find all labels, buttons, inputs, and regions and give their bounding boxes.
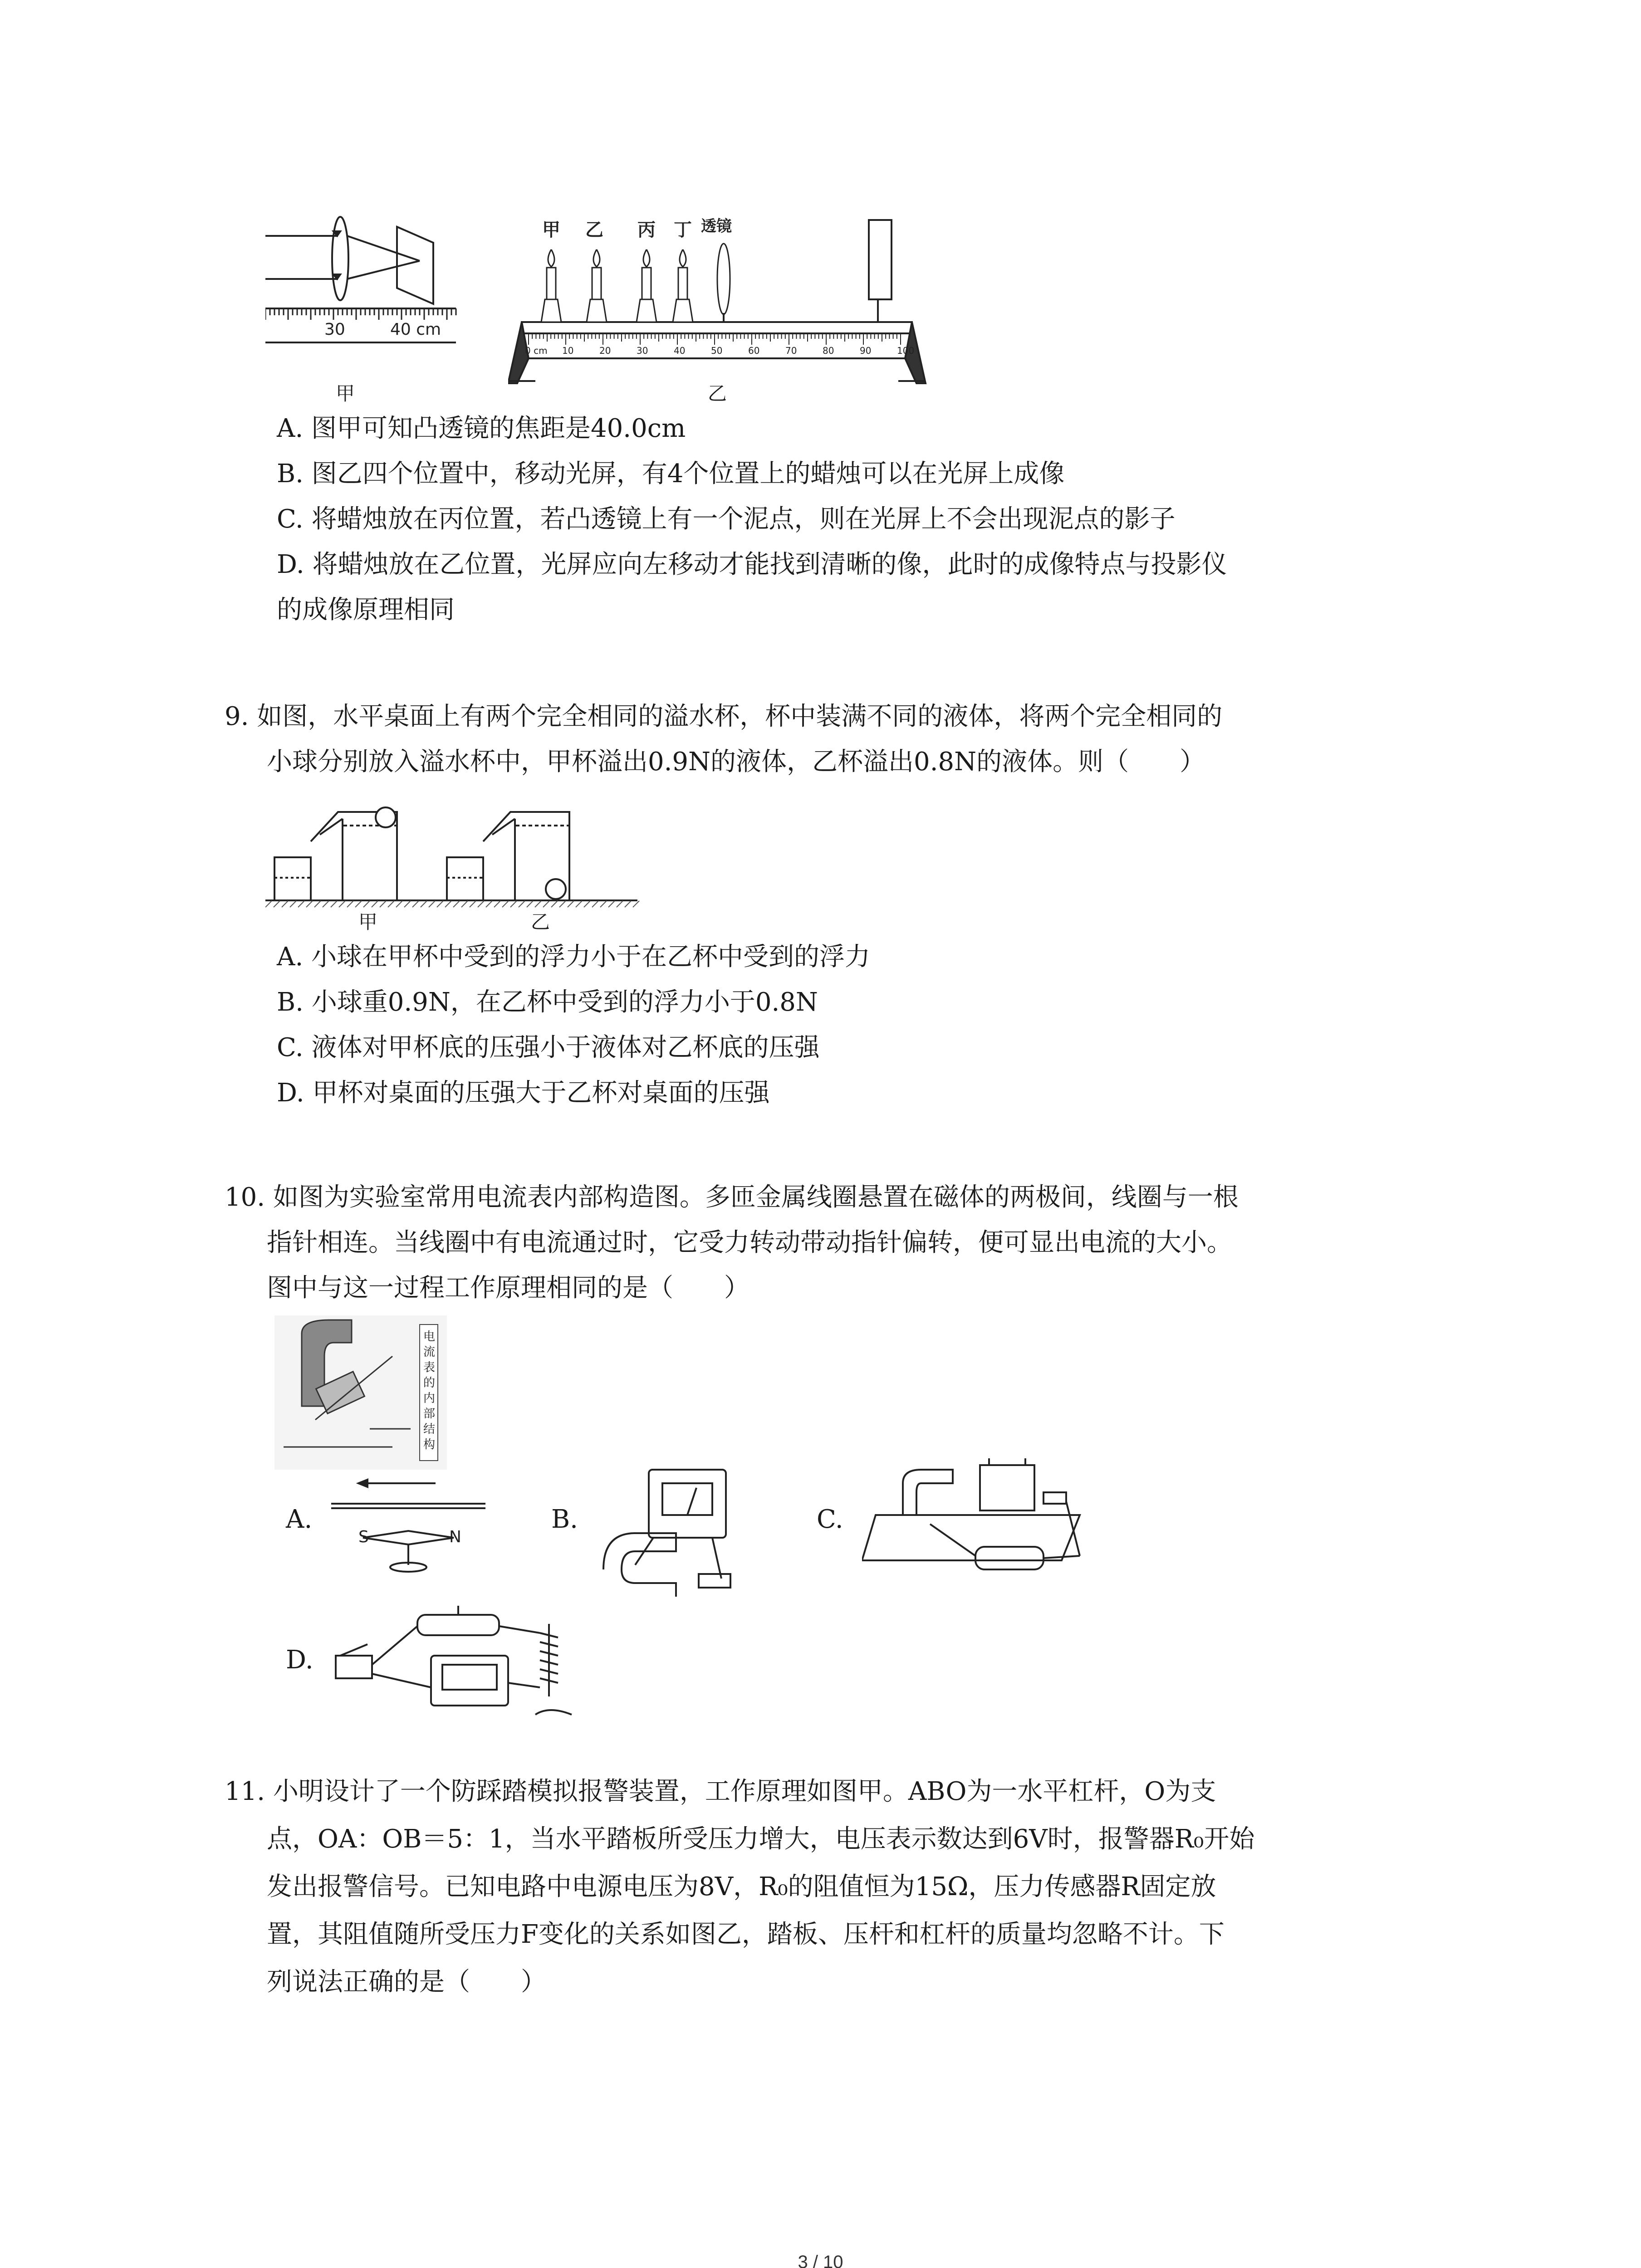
q8-option-d: D. 将蜡烛放在乙位置，光屏应向左移动才能找到清晰的像，此时的成像特点与投影仪 [277,550,1227,579]
ammeter-side-char: 的 [423,1376,436,1390]
label-bing: 丙 [637,220,656,240]
q11-stem-5: 列说法正确的是（ ） [267,1967,546,1997]
q11-stem-1: 11. 小明设计了一个防踩踏模拟报警装置，工作原理如图甲。ABO为一水平杠杆，O为支 [225,1777,1216,1806]
q8-option-a: A. 图甲可知凸透镜的焦距是40.0cm [277,414,686,443]
q10-option-b-label: B. [551,1505,578,1534]
bench-scale-label: 30 [637,345,648,356]
bench-scale-label: 70 [785,345,797,356]
q9-stem-1: 9. 如图，水平桌面上有两个完全相同的溢水杯，杯中装满不同的液体，将两个完全相同的 [225,702,1223,731]
label-lens: 透镜 [701,217,732,235]
q10-stem-3: 图中与这一过程工作原理相同的是（ ） [267,1273,749,1303]
q11-stem-4: 置，其阻值随所受压力F变化的关系如图乙，踏板、压杆和杠杆的质量均忽略不计。下 [267,1920,1225,1949]
ammeter-side-char: 部 [423,1407,436,1421]
ammeter-side-char: 电 [423,1330,436,1344]
overflow-cups-figure [265,798,647,934]
fig-jia-caption: 甲 [336,382,355,405]
electromagnet-circuit-figure [327,1601,590,1724]
q9-option-d: D. 甲杯对桌面的压强大于乙杯对桌面的压强 [277,1078,770,1108]
magnet-s: S [358,1528,369,1546]
q9-option-b: B. 小球重0.9N，在乙杯中受到的浮力小于0.8N [277,987,818,1017]
bench-scale-label: 10 [562,345,574,356]
bench-scale-label: 90 [860,345,872,356]
bench-scale-label: 100 [897,345,915,356]
oersted-compass-figure [327,1474,490,1579]
page-number: 3 / 10 [798,2252,843,2268]
q10-option-a-label: A. [286,1505,313,1534]
jia-tick-40: 40 cm [390,320,441,339]
q9-fig-yi-caption: 乙 [531,911,550,933]
q11-stem-3: 发出报警信号。已知电路中电源电压为8V，R₀的阻值恒为15Ω，压力传感器R固定放 [267,1872,1216,1901]
optical-bench-figure [508,213,939,395]
jia-tick-30: 30 [324,320,345,339]
q9-fig-jia-caption: 甲 [358,911,378,933]
generator-galvanometer-figure [594,1461,749,1597]
bench-scale-label: 50 [711,345,723,356]
bench-scale-label: 40 [674,345,686,356]
fig-yi-caption: 乙 [708,382,727,405]
motor-circuit-figure [862,1456,1098,1592]
bench-scale-label: 20 [599,345,611,356]
q8-option-c: C. 将蜡烛放在丙位置，若凸透镜上有一个泥点，则在光屏上不会出现泥点的影子 [277,504,1176,534]
q9-option-c: C. 液体对甲杯底的压强小于液体对乙杯底的压强 [277,1033,820,1062]
q10-stem-2: 指针相连。当线圈中有电流通过时，它受力转动带动指针偏转，便可显出电流的大小。 [267,1228,1232,1257]
magnet-n: N [449,1528,461,1546]
ammeter-side-char: 结 [423,1422,436,1436]
bench-scale-label: 80 [823,345,834,356]
q9-stem-2: 小球分别放入溢水杯中，甲杯溢出0.9N的液体，乙杯溢出0.8N的液体。则（ ） [267,747,1205,777]
ammeter-side-char: 构 [423,1438,436,1452]
ammeter-structure-figure [274,1315,447,1470]
ammeter-side-char: 流 [423,1345,436,1359]
label-ding: 丁 [674,220,692,240]
q10-option-c-label: C. [817,1505,843,1534]
q8-option-b: B. 图乙四个位置中，移动光屏，有4个位置上的蜡烛可以在光屏上成像 [277,459,1065,489]
q9-option-a: A. 小球在甲杯中受到的浮力小于在乙杯中受到的浮力 [277,942,871,972]
q11-stem-2: 点，OA：OB＝5：1，当水平踏板所受压力增大，电压表示数达到6V时，报警器R₀开始 [267,1824,1255,1854]
lens-focal-figure [265,213,465,372]
label-jia: 甲 [542,220,560,240]
ammeter-side-char: 表 [423,1361,436,1374]
bench-scale-label: 60 [748,345,760,356]
q10-option-d-label: D. [286,1645,314,1675]
ammeter-side-char: 内 [423,1392,436,1405]
q8-option-d-cont: 的成像原理相同 [277,595,455,625]
label-yi: 乙 [585,220,603,240]
bench-scale-label: 0 cm [525,345,548,356]
q10-stem-1: 10. 如图为实验室常用电流表内部构造图。多匝金属线圈悬置在磁体的两极间，线圈与一根 [225,1183,1239,1212]
